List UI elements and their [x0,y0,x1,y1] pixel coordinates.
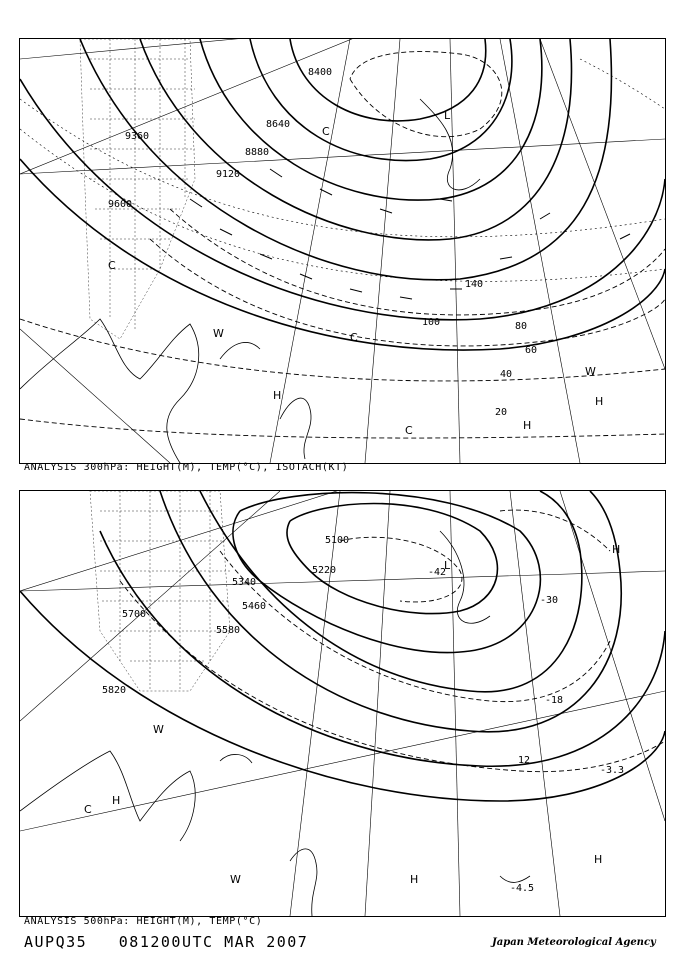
height-label: 5220 [312,565,337,576]
height-label: 8400 [308,67,333,78]
height-label: 9360 [125,131,150,142]
isotachs [20,52,665,439]
isotach-label: 140 [465,279,484,290]
height-label: 5340 [232,577,257,588]
center-w: W [230,873,241,886]
map-500hpa [20,491,665,916]
height-label: 5580 [216,625,241,636]
center-h: H [594,853,603,866]
height-label: 5700 [122,609,147,620]
temp-label: -30 [540,595,559,606]
isotach-label: 80 [515,321,528,332]
temp-label: -42 [428,567,447,578]
product-header [24,933,308,951]
center-h: H [273,389,282,402]
center-l: L [444,109,451,122]
center-h: H [112,794,121,807]
center-c: C [108,259,116,272]
height-label: 8880 [245,147,270,158]
isotach-label: 40 [500,369,513,380]
hatched-area [90,491,230,691]
temperature-lines [120,510,665,772]
isotach-labels [422,279,537,418]
height-label: 9600 [108,199,133,210]
center-h: H [612,543,621,556]
height-label: 5100 [325,535,350,546]
valid-time: 081200UTC MAR 2007 [118,933,309,951]
temp-label: -4.5 [510,883,535,894]
center-w: W [585,365,596,378]
chart-300hpa [19,38,666,464]
isotach-label: 60 [525,345,538,356]
map-300hpa [20,39,665,463]
center-h: H [595,395,604,408]
center-h: H [523,419,532,432]
temp-label: -3.3 [600,765,625,776]
isotach-label: 20 [495,407,508,418]
center-c: C [322,125,330,138]
center-w: W [213,327,224,340]
temp-label: 12 [518,755,531,766]
temp-label: -18 [545,695,564,706]
height-label: 5820 [102,685,127,696]
graticule [20,39,665,463]
graticule [20,491,665,916]
center-c: C [405,424,413,437]
caption-300hpa: ANALYSIS 300hPa: HEIGHT(M), TEMP(°C), ISOTACH(KT) [24,462,349,473]
agency-name: Japan Meteorological Agency [492,937,656,948]
height-label: 8640 [266,119,291,130]
center-w: W [153,723,164,736]
caption-500hpa: ANALYSIS 500hPa: HEIGHT(M), TEMP(°C) [24,916,263,927]
center-c: C [350,331,358,344]
temperature-lines [20,59,665,281]
center-h: H [410,873,419,886]
center-c: C [84,803,92,816]
hatched-area [80,39,195,339]
height-label: 9120 [216,169,241,180]
chart-500hpa [19,490,666,917]
center-l: L [444,559,451,572]
isotach-label: 100 [422,317,441,328]
height-label: 5460 [242,601,267,612]
product-code: AUPQ35 [24,933,88,951]
